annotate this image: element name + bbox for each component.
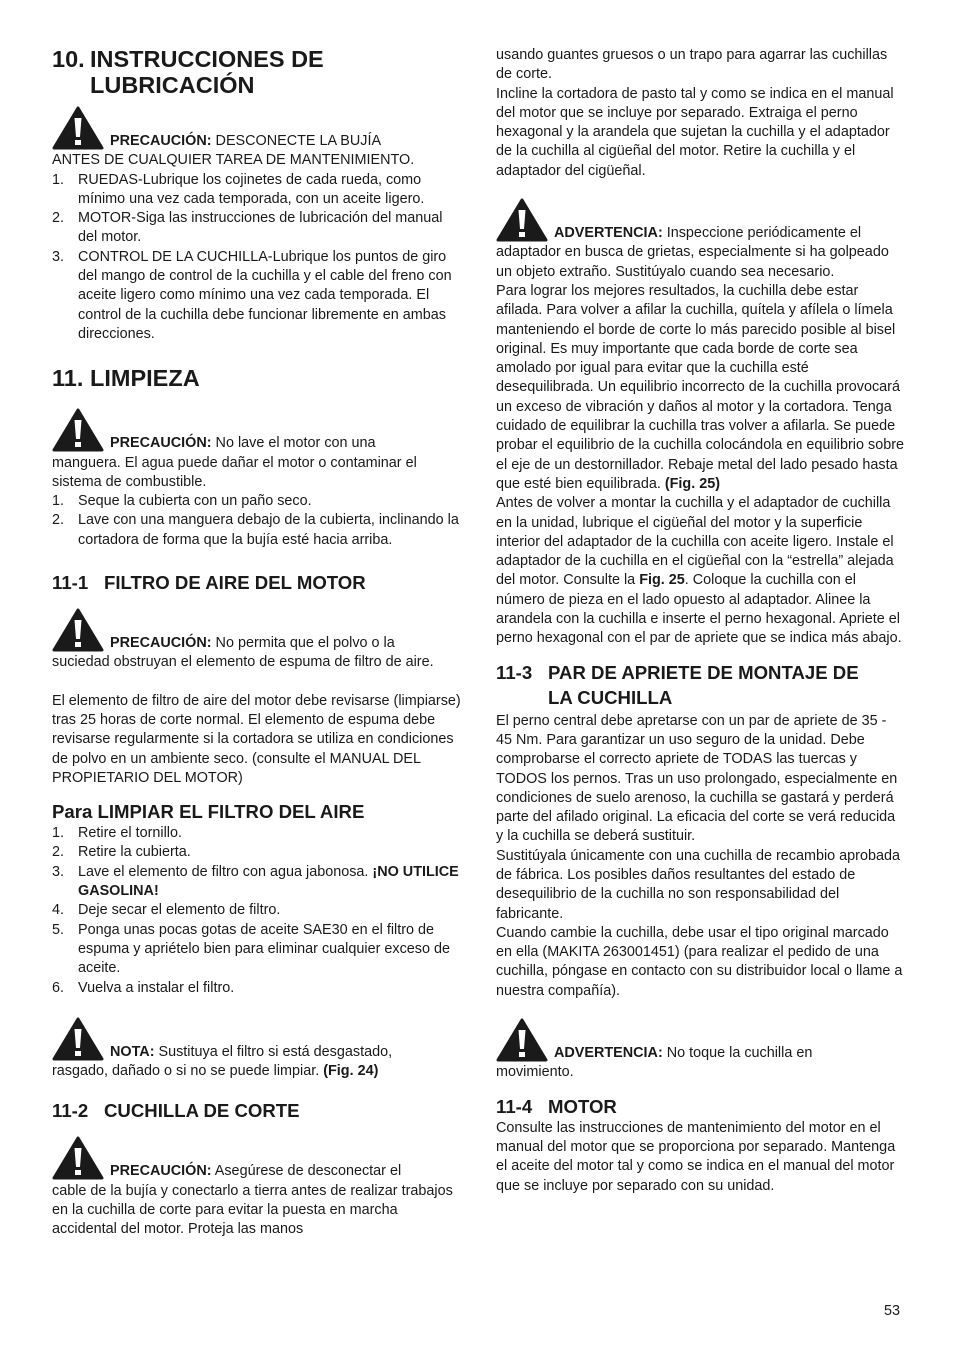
list-item: 4. Deje secar el elemento de filtro.	[52, 902, 281, 919]
clean-filter-heading: Para LIMPIAR EL FILTRO DEL AIRE	[52, 801, 365, 823]
list-item: 1. Seque la cubierta con un paño seco.	[52, 493, 312, 510]
clean-filter-list	[52, 824, 462, 998]
moving-blade-warning: ADVERTENCIA: No toque la cuchilla en movimiento.	[496, 1018, 906, 1083]
warning-icon	[52, 608, 104, 652]
list-item: 2. Lave con una manguera debajo de la cubierta, inclinando la cortadora de forma que la bujía esté hacia arriba.	[52, 512, 459, 548]
warning-icon	[52, 1136, 104, 1180]
section-11-4-heading: 11-4 MOTOR	[496, 1095, 617, 1117]
list-item: 1. RUEDAS-Lubrique los cojinetes de cada rueda, como mínimo una vez cada temporada, con un aceite ligero.	[52, 171, 425, 207]
warning-icon	[496, 1018, 548, 1062]
cleaning-list	[52, 492, 462, 550]
replacement-paragraph: Sustitúyala únicamente con una cuchilla de recambio aprobada de fábrica. Los posibles daños resultantes del estado de desequilibrio de la cuchilla no son responsabilidad del fabricante.	[496, 847, 900, 922]
list-item: 1. Retire el tornillo.	[52, 825, 182, 842]
section-10-caution: PRECAUCIÓN: DESCONECTE LA BUJÍA ANTES DE CUALQUIER TAREA DE MANTENIMIENTO.	[52, 106, 462, 171]
warning-icon	[52, 408, 104, 452]
warning-icon	[52, 1017, 104, 1061]
page-number: 53	[884, 1303, 901, 1319]
warning-icon	[52, 106, 104, 150]
left-column	[52, 42, 462, 1240]
right-column	[496, 46, 906, 1196]
note-box: NOTA: Sustituya el filtro si está desgastado, rasgado, dañado o si no se puede limpiar. (Fig. 24)	[52, 1017, 462, 1082]
section-11-2-caution: PRECAUCIÓN: Asegúrese de desconectar el cable de la bujía y conectarlo a tierra antes de realizar trabajos en la cuchilla de corte para evitar la puesta en marcha accidental del motor. Proteja las manos	[52, 1136, 462, 1239]
warning-icon	[496, 198, 548, 242]
section-11-heading: 11. LIMPIEZA	[52, 365, 200, 392]
list-item: 3. CONTROL DE LA CUCHILLA-Lubrique los puntos de giro del mango de control de la cuchilla y el cable del freno con aceite ligero como mínimo una vez cada temporada. El control de la cuchilla debe funcionar libremente en ambas direcciones.	[52, 248, 452, 342]
list-item: 2. Retire la cubierta.	[52, 844, 191, 861]
list-item: 3. Lave el elemento de filtro con agua jabonosa. ¡NO UTILICE GASOLINA!	[52, 863, 459, 900]
torque-paragraph: El perno central debe apretarse con un par de apriete de 35 - 45 Nm. Para garantizar un uso seguro de la unidad. Debe comprobarse el correcto apriete de TODAS las tuercas y TODOS los pernos. Tras un uso prolongado, especialmente en condiciones de suelo arenoso, la cuchilla se gastará y perderá parte del afilado original. La eficacia del corte se verá reducida y la cuchilla se deberá sustituir.	[496, 712, 898, 845]
section-11-3-heading: 11-3 PAR DE APRIETE DE MONTAJE DE LA CUCHILLA	[496, 661, 859, 708]
motor-paragraph: Consulte las instrucciones de mantenimiento del motor en el manual del motor que se proporciona por separado. Mantenga el aceite del motor tal y como se indica en el manual del motor que se incluye por separado con su unidad.	[496, 1119, 896, 1194]
blade-removal-paragraph: Incline la cortadora de pasto tal y como se indica en el manual del motor que se incluye por separado. Extraiga el perno hexagonal y la arandela que sujetan la cuchilla y el adaptador de la cuchilla al cigüeñal del motor. Retire la cuchilla y el adaptador del cigüeñal.	[496, 85, 894, 179]
list-item: 5. Ponga unas pocas gotas de aceite SAE30 en el filtro de espuma y apriételo bien para eliminar cualquier exceso de aceite.	[52, 921, 450, 977]
section-11-2-heading: 11-2 CUCHILLA DE CORTE	[52, 1100, 300, 1122]
section-11-caution: PRECAUCIÓN: No lave el motor con una manguera. El agua puede dañar el motor o contaminar el sistema de combustible.	[52, 408, 462, 492]
sharpening-paragraph: Para lograr los mejores resultados, la cuchilla debe estar afilada. Para volver a afilar la cuchilla, quítela y afílela o límela manteniendo el borde de corte lo más parecido posible al bisel original. Es muy importante que cada borde de corte sea amolado por igual para evitar que la cuchilla esté desequilibrada. Un equilibrio incorrecto de la cuchilla provocará un exceso de vibración y daños al motor y la cortadora. Tenga cuidado de equilibrar la cuchilla tras volver a afilarla. Se puede probar el equilibrio de la cuchilla colocándola en equilibrio sobre el eje de un destornillador. Rebaje metal del lado pesado hasta que esté bien equilibrada. (Fig. 25)	[496, 282, 904, 492]
list-item: 2. MOTOR-Siga las instrucciones de lubricación del manual del motor.	[52, 210, 443, 246]
section-11-1-heading: 11-1 FILTRO DE AIRE DEL MOTOR	[52, 572, 366, 594]
blade-continuation: usando guantes gruesos o un trapo para agarrar las cuchillas de corte.	[496, 47, 888, 83]
air-filter-paragraph: El elemento de filtro de aire del motor debe revisarse (limpiarse) tras 25 horas de corte normal. El elemento de espuma debe revisarse regularmente si la cortadora se utiliza en condiciones de polvo en un ambiente seco. (consulte el MANUAL DEL PROPIETARIO DEL MOTOR)	[52, 692, 461, 786]
section-11-1-caution: PRECAUCIÓN: No permita que el polvo o la suciedad obstruyan el elemento de espuma de filtro de aire.	[52, 608, 462, 673]
lubrication-list	[52, 171, 462, 345]
section-10-heading: 10. INSTRUCCIONES DE LUBRICACIÓN	[52, 46, 324, 98]
reassembly-paragraph: Antes de volver a montar la cuchilla y el adaptador de cuchilla en la unidad, lubrique el cigüeñal del motor y la superficie interior del adaptador de la cuchilla con aceite ligero. Instale el adaptador de la cuchilla en el cigüeñal con la “estrella” alejada del motor. Consulte la Fig. 25. Coloque la cuchilla con el número de pieza en el lado opuesto al adaptador. Alinee la arandela con la cuchilla e inserte el perno hexagonal. Apriete el perno hexagonal con el par de apriete que se indica más abajo.	[496, 495, 902, 647]
list-item: 6. Vuelva a instalar el filtro.	[52, 979, 235, 996]
adapter-warning: ADVERTENCIA: Inspeccione periódicamente el adaptador en busca de grietas, especialmente si ha golpeado un objeto extraño. Sustitúyalo cuando sea necesario.	[496, 198, 906, 282]
original-blade-paragraph: Cuando cambie la cuchilla, debe usar el tipo original marcado en ella (MAKITA 263001451) (para realizar el pedido de una cuchilla, póngase en contacto con su distribuidor local o llame a nuestra compañía).	[496, 924, 903, 999]
